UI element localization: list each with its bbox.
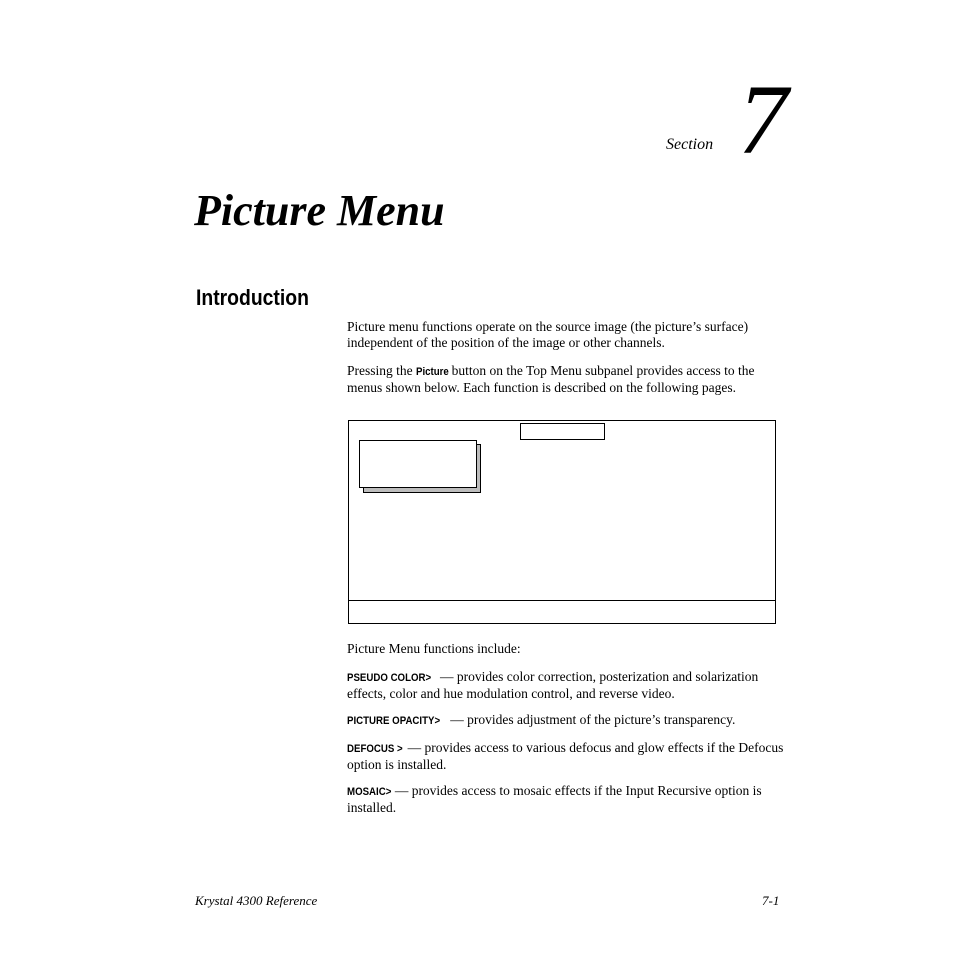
- footer-page-number: 7-1: [762, 893, 780, 908]
- menu-figure: [348, 420, 776, 624]
- function-term: MOSAIC>: [347, 786, 392, 798]
- access-paragraph: [347, 363, 787, 396]
- section-label: Section: [666, 136, 714, 153]
- figure-submenu-box: [359, 440, 477, 488]
- function-desc: — provides color correction, posterization and solarization effects, color and hue modulation control, and reverse video.: [347, 669, 759, 701]
- intro-paragraph: Picture menu functions operate on the source image (the picture’s surface) independent of the position of the image or other channels.: [347, 319, 749, 350]
- function-term: PSEUDO COLOR>: [347, 672, 432, 684]
- chapter-title: Picture Menu: [194, 186, 445, 235]
- picture-button-name: Picture: [416, 366, 449, 378]
- function-term: PICTURE OPACITY>: [347, 715, 441, 727]
- figure-status-bar: [349, 600, 775, 623]
- function-item: [347, 783, 787, 816]
- function-item: [347, 740, 787, 773]
- access-text-before: Pressing the: [347, 363, 416, 378]
- function-desc: — provides access to mosaic effects if the Input Recursive option is installed.: [347, 783, 762, 815]
- section-number: 7: [738, 64, 788, 175]
- function-term: DEFOCUS >: [347, 743, 403, 755]
- introduction-heading: Introduction: [196, 285, 309, 310]
- function-desc: — provides adjustment of the picture’s transparency.: [446, 712, 736, 727]
- functions-intro: Picture Menu functions include:: [347, 641, 521, 656]
- function-item: [347, 712, 787, 729]
- function-item: [347, 669, 787, 702]
- footer-doc-title: Krystal 4300 Reference: [195, 893, 318, 908]
- access-text-after: button on the Top Menu subpanel provides access to the menus shown below. Each function is described on the following pages.: [347, 363, 755, 395]
- figure-top-menu-tab: [520, 423, 605, 440]
- function-desc: — provides access to various defocus and glow effects if the Defocus option is installed.: [347, 740, 784, 772]
